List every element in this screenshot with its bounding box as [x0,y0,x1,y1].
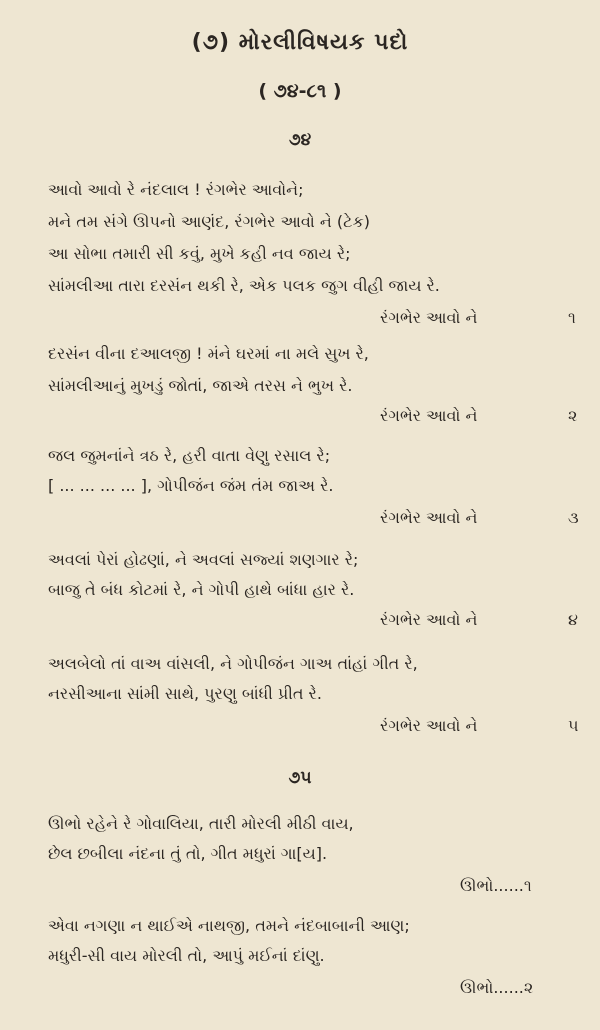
poem-line: એવા નગણા ન થાઈએ નાથજી, તમને નંદબાબાની આણ; [48,916,410,935]
poem-line: અવલાં પેરાં હોઢણાં, ને અવલાં સજ્યાં શણગાર રે; [48,550,359,569]
section-title: (૭) મોરલીવિષયક પદો [191,30,409,55]
refrain-line: રંગભેર આવો ને [380,508,478,527]
verse-number: ૪ [568,610,578,629]
poem-range: ( ૭૪-૮૧ ) [258,80,342,102]
poem-line: બાજુ તે બંધ કોટમાં રે, ને ગોપી હાથે બાંધા હાર રે. [48,580,355,599]
refrain-line: ઊભો......૧ [460,876,532,895]
verse-number: ૩ [568,508,579,527]
poem-line: જલ જુમનાંને ત્રઠ રે, હરી વાતા વેણુ રસાલ રે; [48,446,331,465]
poem-number-75: ૭૫ [288,768,312,788]
poem-line: દરસંન વીના દઆલજી ! મંને ઘરમાં ના મલે સુખ રે, [48,344,369,363]
poem-line: ઊભો રહેને રે ગોવાલિયા, તારી મોરલી મીઠી વાય, [48,814,354,833]
verse-number: ૨ [568,406,578,425]
poem-line: અલબેલો તાં વાઅ વાંસલી, ને ગોપીજંન ગાઅ તાંહાં ગીત રે, [48,654,418,673]
poem-line: આ સોભા તમારી સી કવું, મુખે કહી નવ જાય રે; [48,244,351,263]
refrain-line: રંગભેર આવો ને [380,716,478,735]
poem-number-74: ૭૪ [288,130,312,150]
refrain-line: રંગભેર આવો ને [380,610,478,629]
poem-line: નરસીઆના સાંમી સાથે, પુરણુ બાંધી પ્રીત રે. [48,684,322,703]
poem-line: આવો આવો રે નંદલાલ ! રંગભેર આવોને; [48,180,304,199]
poem-line: મને તમ સંગે ઊપનો આણંદ, રંગભેર આવો ને (ટેક) [48,212,370,231]
refrain-line: રંગભેર આવો ને [380,308,478,327]
poem-line: સાંમલીઆ તારા દરસંન થકી રે, એક પલક જુગ વીહી જાય રે. [48,276,440,295]
poem-line: છેલ છબીલા નંદના તું તો, ગીત મધુરાં ગા[ય]. [48,844,328,863]
verse-number: ૫ [568,716,579,735]
verse-number: ૧ [568,308,576,327]
refrain-line: ઊભો......૨ [460,978,534,997]
refrain-line: રંગભેર આવો ને [380,406,478,425]
poem-line: મધુરી-સી વાય મોરલી તો, આપું મઈનાં દાંણુ. [48,946,325,965]
poem-line: સાંમલીઆનું મુખડું જોતાં, જાએ તરસ ને ભુખ રે. [48,376,353,395]
poem-line: [ ... ... ... ... ], ગોપીજંન જંમ તંમ જાઅ રે. [48,476,334,495]
